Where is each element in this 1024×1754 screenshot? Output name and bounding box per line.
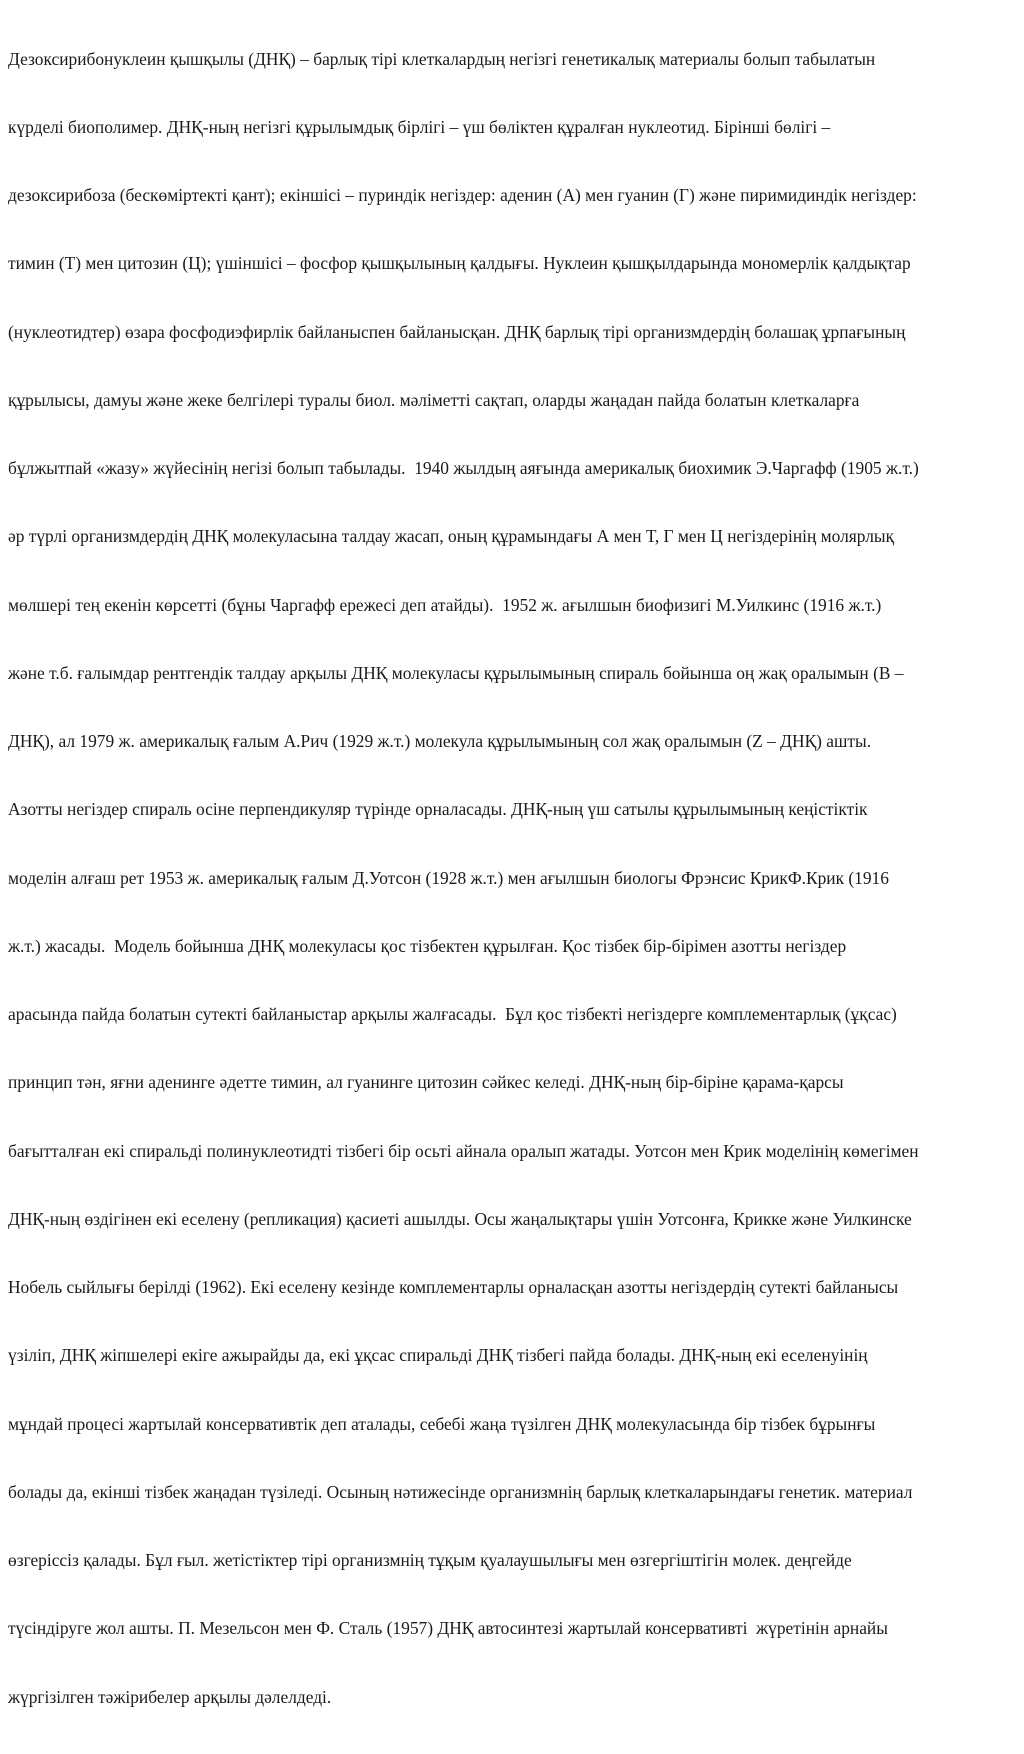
- text-line: бұлжытпай «жазу» жүйесінің негізі болып табылады. 1940 жылдың аяғында америкалық биохимик Э.Чаргафф (1905 ж.т.): [8, 458, 919, 478]
- text-line: моделін алғаш рет 1953 ж. америкалық ғалым Д.Уотсон (1928 ж.т.) мен ағылшын биологы Фрэнсис КрикФ.Крик (1916: [8, 867, 889, 888]
- text-line: ДНҚ-ның өздігінен екі еселену (репликация) қасиеті ашылды. Осы жаңалықтары үшін Уотсонға, Крикке және Уилкинске: [8, 1208, 912, 1229]
- text-line: және т.б. ғалымдар рентгендік талдау арқылы ДНҚ молекуласы құрылымының спираль бойынша оң жақ оралымын (В –: [8, 662, 904, 683]
- text-line: принцип тән, яғни аденинге әдетте тимин, ал гуанинге цитозин сәйкес келеді. ДНҚ-ның бір-біріне қарама-қарсы: [8, 1072, 844, 1093]
- text-line: құрылысы, дамуы және жеке белгілері туралы биол. мәліметті сақтап, оларды жаңадан пайда болатын клеткаларға: [8, 389, 860, 410]
- text-line: болады да, екінші тізбек жаңадан түзіледі. Осының нәтижесінде организмнің барлық клеткаларындағы генетик. материал: [8, 1481, 913, 1502]
- text-line: ж.т.) жасады. Модель бойынша ДНҚ молекуласы қос тізбектен құрылған. Қос тізбек бір-бірімен азотты негіздер: [8, 935, 847, 956]
- text-line: күрделі биополимер. ДНҚ-ның негізгі құрылымдық бірлігі – үш бөліктен құралған нуклеотид. Бірінші бөлігі –: [8, 116, 831, 137]
- text-line: Азотты негіздер спираль осіне перпендикуляр түрінде орналасады. ДНҚ-ның үш сатылы құрылымының кеңістіктік: [8, 799, 868, 820]
- body-text: [8, 2, 1018, 1754]
- text-line: арасында пайда болатын сутекті байланыстар арқылы жалғасады. Бұл қос тізбекті негіздерге комплементарлық (ұқсас): [8, 1004, 897, 1024]
- text-line: ДНҚ), ал 1979 ж. америкалық ғалым А.Рич (1929 ж.т.) молекула құрылымының сол жақ оралымын (Z – ДНҚ) ашты.: [8, 731, 872, 751]
- text-line: түсіндіруге жол ашты. П. Мезельсон мен Ф. Сталь (1957) ДНҚ автосинтезі жартылай консервативті жүретінін арнайы: [8, 1618, 888, 1639]
- text-line: жүргізілген тәжірибелер арқылы дәлелдеді.: [8, 1686, 332, 1707]
- text-line: дезоксирибоза (бескөміртекті қант); екіншісі – пуриндік негіздер: аденин (А) мен гуанин (Г) және пиримидиндік негіздер:: [8, 185, 917, 205]
- text-line: әр түрлі организмдердің ДНҚ молекуласына талдау жасап, оның құрамындағы А мен Т, Г мен Ц негіздерінің молярлық: [8, 526, 895, 547]
- text-line: мұндай процесі жартылай консервативтік деп аталады, себебі жаңа түзілген ДНҚ молекуласында бір тізбек бұрынғы: [8, 1413, 876, 1434]
- text-line: Дезоксирибонуклеин қышқылы (ДНҚ) – барлық тірі клеткалардың негізгі генетикалық материалы болып табылатын: [8, 48, 876, 69]
- text-line: (нуклеотидтер) өзара фосфодиэфирлік байланыспен байланысқан. ДНҚ барлық тірі организмдердің болашақ ұрпағының: [8, 321, 906, 342]
- text-line: бағытталған екі спиральді полинуклеотидті тізбегі бір осьті айнала оралып жатады. Уотсон мен Крик моделінің көмегімен: [8, 1140, 919, 1161]
- text-line: Нобель сыйлығы берілді (1962). Екі еселену кезінде комплементарлы орналасқан азотты негіздердің сутекті байланысы: [8, 1277, 899, 1297]
- text-line: тимин (Т) мен цитозин (Ц); үшіншісі – фосфор қышқылының қалдығы. Нуклеин қышқылдарында мономерлік қалдықтар: [8, 253, 911, 274]
- text-line: мөлшері тең екенін көрсетті (бұны Чаргафф ережесі деп атайды). 1952 ж. ағылшын биофизигі М.Уилкинс (1916 ж.т.): [8, 594, 882, 615]
- text-line: үзіліп, ДНҚ жіпшелері екіге ажырайды да, екі ұқсас спиральді ДНҚ тізбегі пайда болады. ДНҚ-ның екі еселенуінің: [8, 1345, 868, 1366]
- text-line: өзгеріссіз қалады. Бұл ғыл. жетістіктер тірі организмнің тұқым қуалаушылығы мен өзгергіштігін молек. деңгейде: [8, 1550, 852, 1570]
